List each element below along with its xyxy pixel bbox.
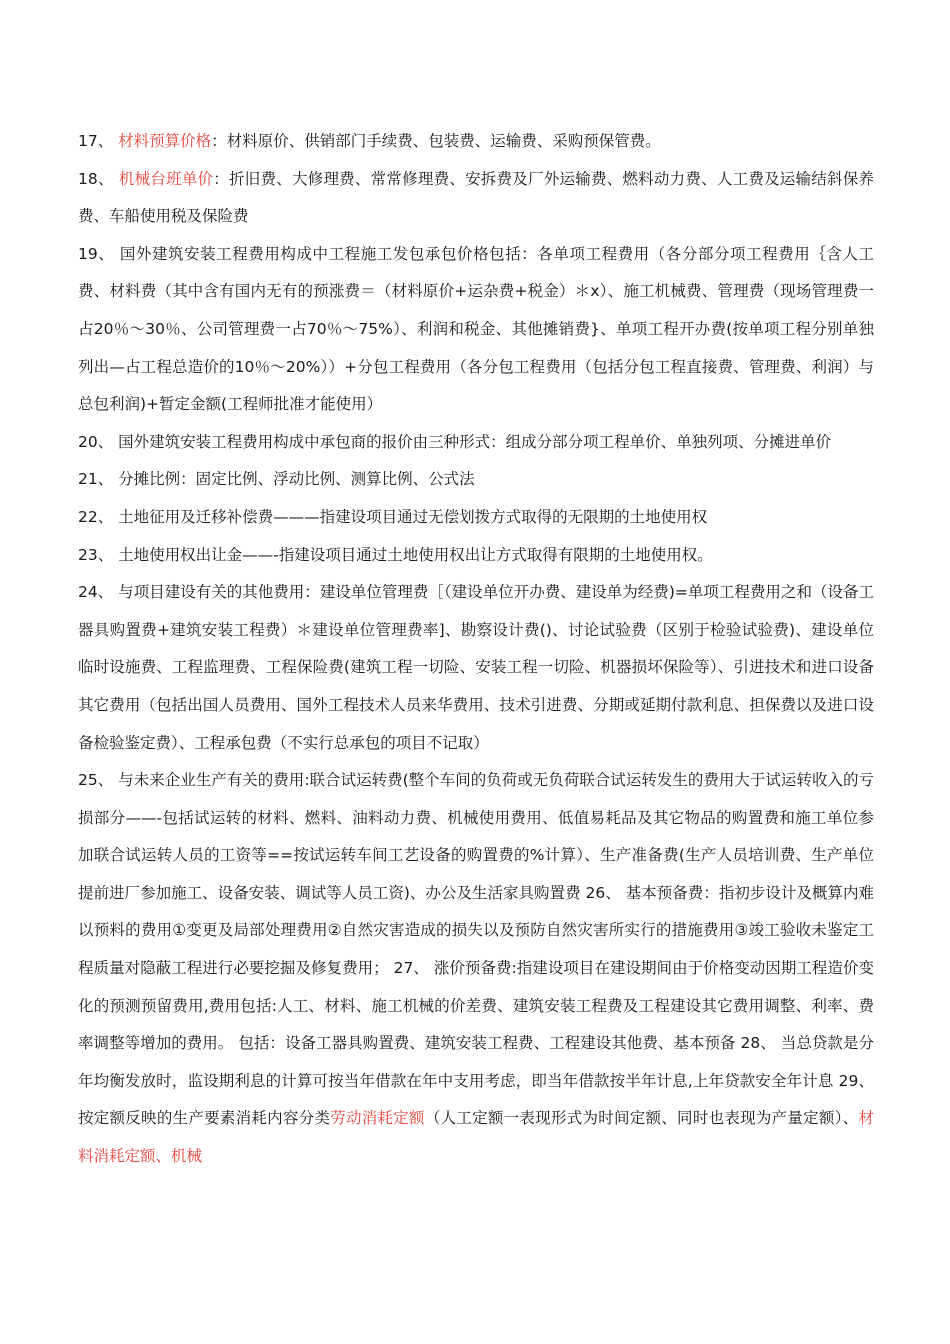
- item-21: 21、 分摊比例：固定比例、浮动比例、测算比例、公式法: [78, 470, 475, 489]
- item-23: 23、 土地使用权出让金——-指建设项目通过土地使用权出让方式取得有限期的土地使用权。: [78, 545, 713, 564]
- item-number: 17、: [78, 132, 114, 150]
- item-22: 22、 土地征用及迁移补偿费———指建设项目通过无偿划拨方式取得的无限期的土地使用权: [78, 507, 708, 526]
- item-19: 19、 国外建筑安装工程费用构成中工程施工发包承包价格包括：各单项工程费用（各分部分项工程费用｛含人工费、材料费（其中含有国内无有的预涨费＝（材料原价+运杂费+税金）＊x）、施工机械费、管理费（现场管理费一占20％～30％、公司管理费一占70％～75%）、利润和税金、其他摊销费}、单项工程开办费(按单项工程分别单独列出—占工程总造价的10％～20%））+分包工程费用（各分包工程费用（包括分包工程直接费、管理费、利润）与总包利润)+暂定金额(工程师批准才能使用）: [78, 244, 874, 414]
- highlight-term: 材料消耗定额: [78, 1109, 874, 1166]
- item-text: ：折旧费、大修理费、常常修理费、安拆费及厂外运输费、燃料动力费、人工费及运输结斜保养费、车船使用税及保险费: [78, 169, 874, 226]
- item-17: [78, 123, 874, 161]
- highlight-term: 机械: [171, 1147, 203, 1166]
- item-25: [78, 762, 874, 1176]
- document-page: [78, 123, 874, 1176]
- item-24: 24、 与项目建设有关的其他费用：建设单位管理费［（建设单位开办费、建设单为经费)=单项工程费用之和（设备工器具购置费+建筑安装工程费）＊建设单位管理费率]、勘察设计费()、讨论试验费（区别于检验试验费)、建设单位临时设施费、工程监理费、工程保险费(建筑工程一切险、安装工程一切险、机器损坏保险等）、引进技术和进口设备其它费用（包括出国人员费用、国外工程技术人员来华费用、技术引进费、分期或延期付款利息、担保费以及进口设备检验鉴定费）、工程承包费（不实行总承包的项目不记取）: [78, 583, 874, 752]
- item-20: 20、 国外建筑安装工程费用构成中承包商的报价由三种形式：组成分部分项工程单价、单独列项、分摊进单价: [78, 432, 832, 451]
- highlight-term: 劳动消耗定额: [330, 1109, 425, 1128]
- item-number: 18、: [78, 169, 114, 188]
- item-text: ：材料原价、供销部门手续费、包装费、运输费、采购预保管费。: [211, 132, 661, 150]
- highlight-term: 材料预算价格: [118, 132, 212, 150]
- item-text: （人工定额一表现形式为时间定额、同时也表现为产量定额）、: [424, 1109, 859, 1128]
- item-18: [78, 161, 874, 236]
- separator-text: 、: [155, 1147, 172, 1166]
- highlight-term: 机械台班单价: [118, 169, 214, 188]
- item-text: 25、 与未来企业生产有关的费用:联合试运转费(整个车间的负荷或无负荷联合试运转发生的费用大于试运转收入的亏损部分——-包括试运转的材料、燃料、油料动力费、机械使用费用、低值易耗品及其它物品的购置费和施工单位参加联合试运转人员的工资等==按试运转车间工艺设备的购置费的%计算）、生产准备费(生产人员培训费、生产单位提前进厂参加施工、设备安装、调试等人员工资)、办公及生活家具购置费 26、 基本预备费：指初步设计及概算内难以预料的费用①变更及局部处理费用②自然灾害造成的损失以及预防自然灾害所实行的措施费用③竣工验收未鉴定工程质量对隐蔽工程进行必要挖掘及修复费用； 27、 涨价预备费:指建设项目在建设期间由于价格变动因期工程造价变化的预测预留费用,费用包括:人工、材料、施工机械的价差费、建筑安装工程费及工程建设其它费用调整、利率、费率调整等增加的费用。 包括：设备工器具购置费、建筑安装工程费、工程建设其他费、基本预备 28、 当总贷款是分年均衡发放时，监设期利息的计算可按当年借款在年中支用考虑，即当年借款按半年计息,上年贷款安全年计息 29、 按定额反映的生产要素消耗内容分类: [78, 771, 874, 1128]
